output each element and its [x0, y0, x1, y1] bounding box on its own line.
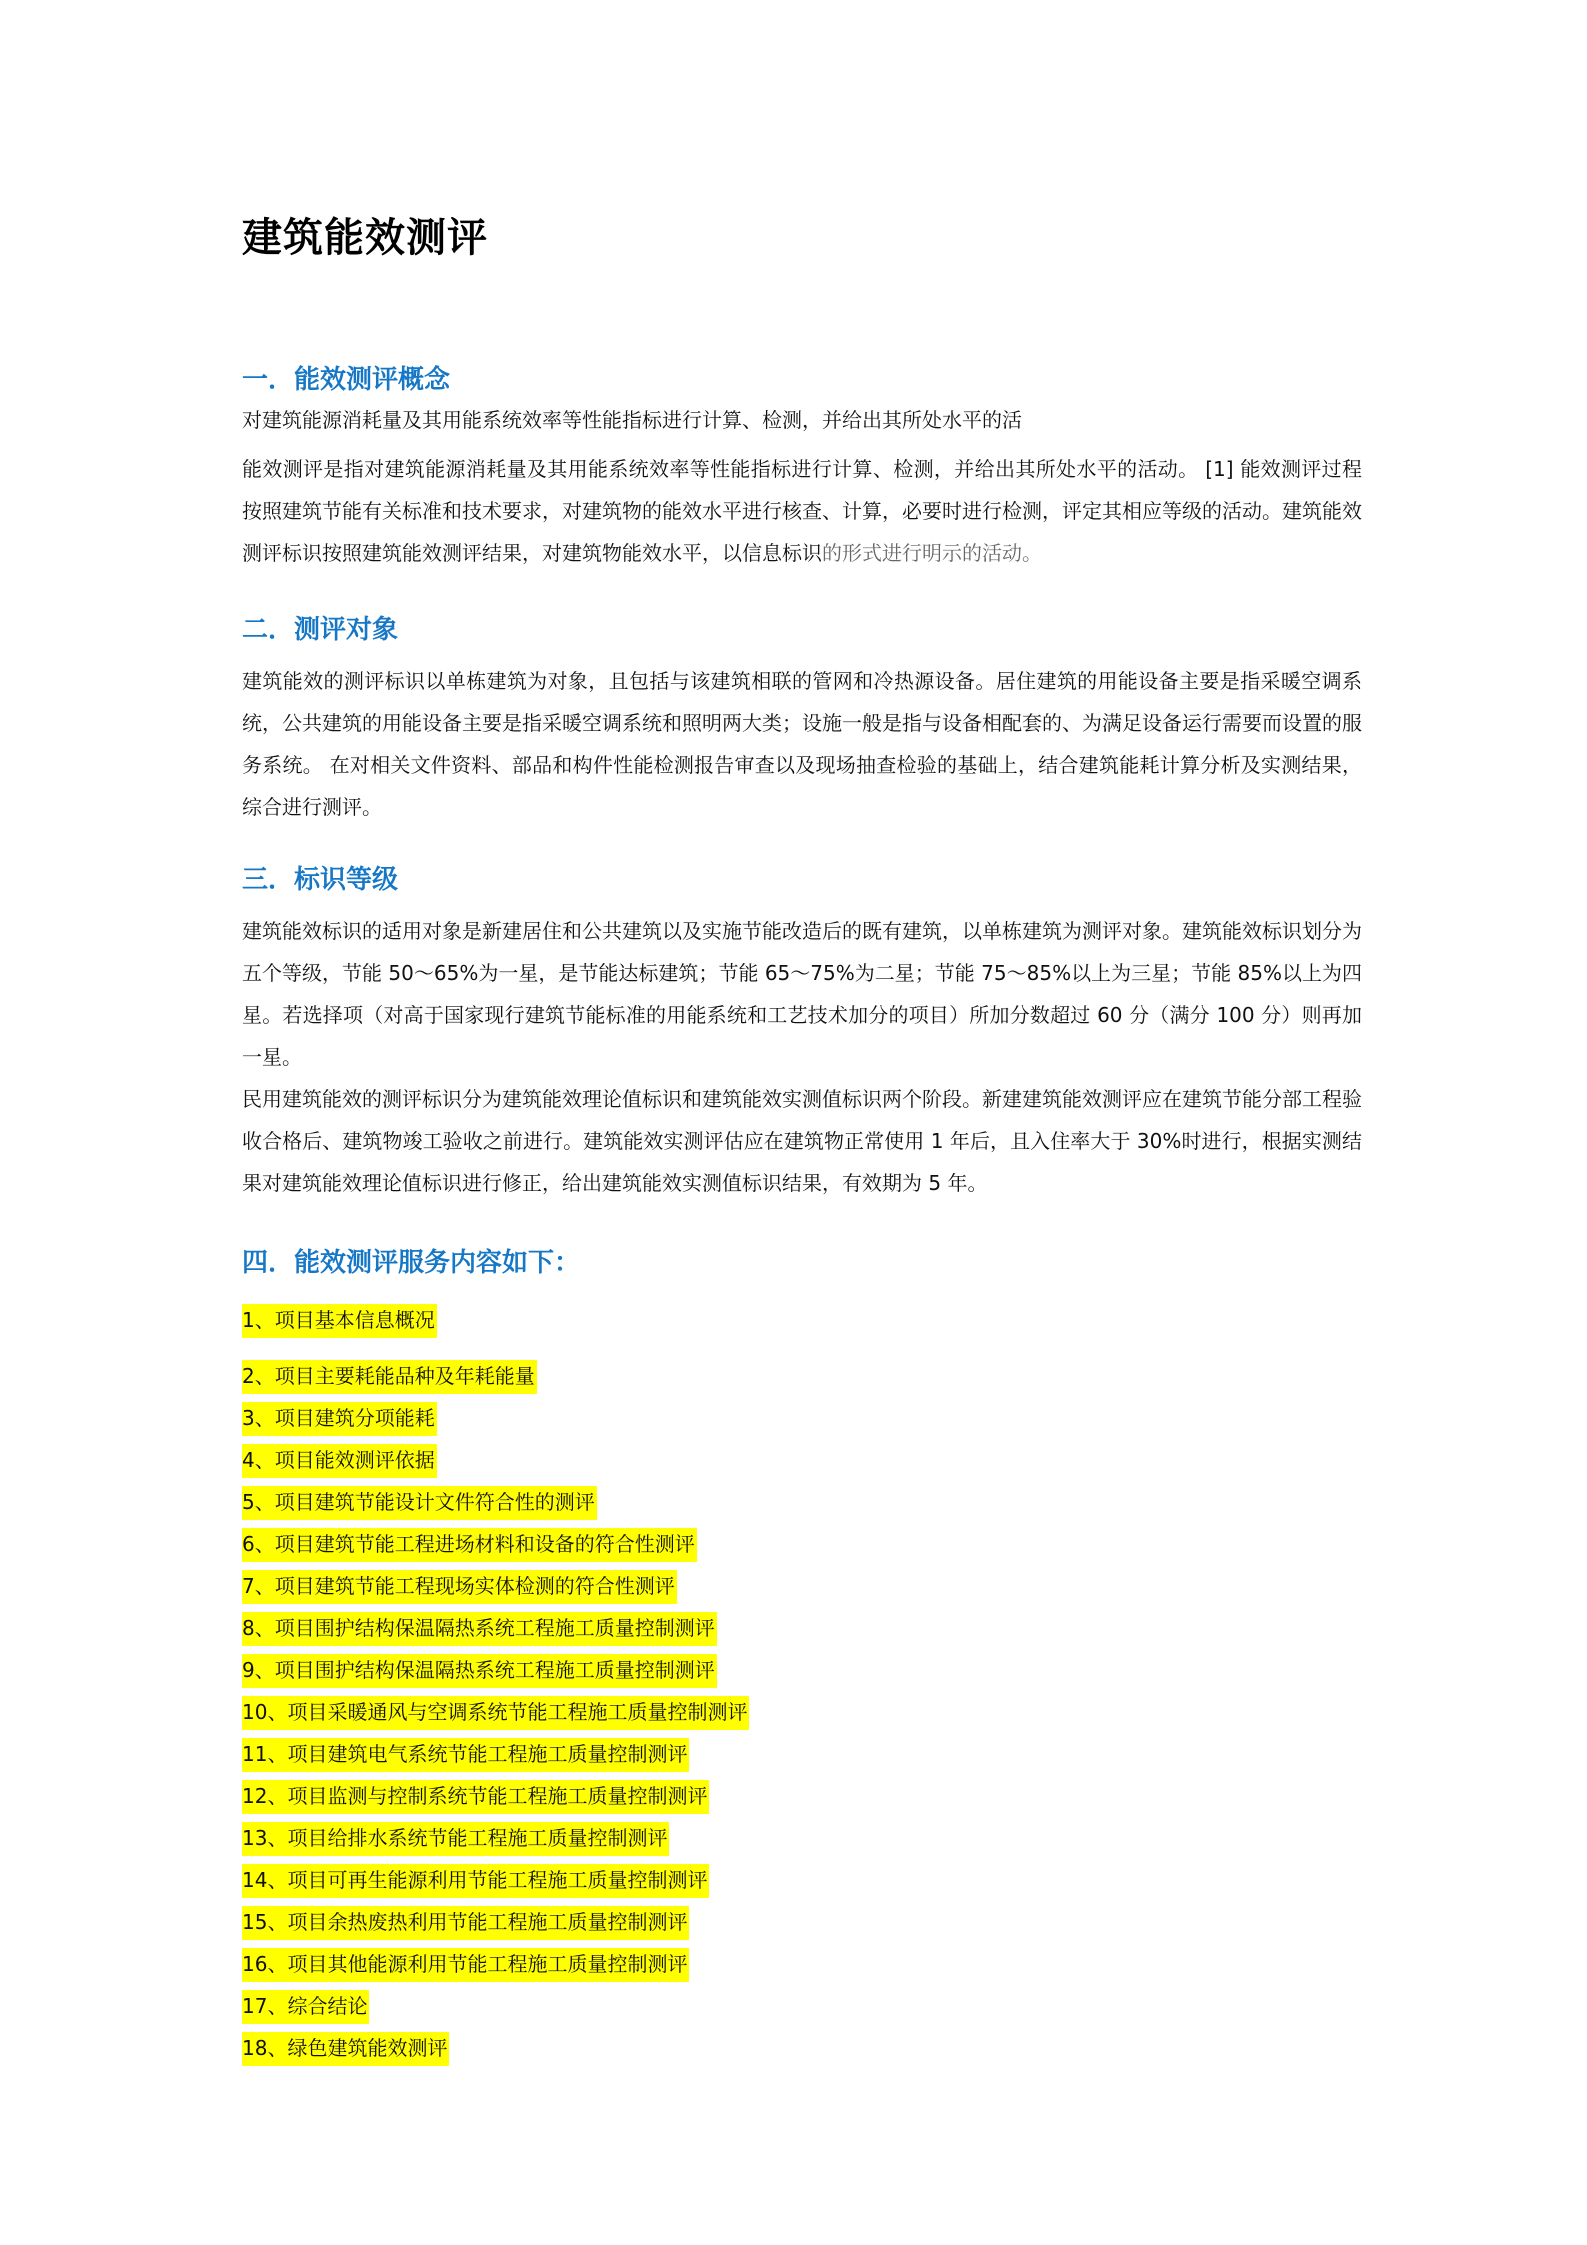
- paragraph: 民用建筑能效的测评标识分为建筑能效理论值标识和建筑能效实测值标识两个阶段。新建建筑能效测评应在建筑节能分部工程验收合格后、建筑物竣工验收之前进行。建筑能效实测评估应在建筑物正常使用 1 年后，且入住率大于 30%时进行，根据实测结果对建筑能效理论值标识进行修正，给出建筑能效实测值标识结果，有效期为 5 年。: [242, 1087, 1362, 1195]
- list-item: [242, 1691, 1362, 1733]
- highlighted-text: 15、项目余热废热利用节能工程施工质量控制测评: [242, 1906, 689, 1940]
- section-services: [242, 1245, 1362, 2069]
- highlighted-text: 4、项目能效测评依据: [242, 1444, 437, 1478]
- list-item: [242, 2027, 1362, 2069]
- highlighted-text: 10、项目采暖通风与空调系统节能工程施工质量控制测评: [242, 1696, 749, 1730]
- section-heading: 二．测评对象: [242, 615, 399, 645]
- list-item: [242, 1943, 1362, 1985]
- highlighted-text: 7、项目建筑节能工程现场实体检测的符合性测评: [242, 1570, 677, 1604]
- section-heading: 三．标识等级: [242, 865, 399, 895]
- highlighted-text: 12、项目监测与控制系统节能工程施工质量控制测评: [242, 1780, 709, 1814]
- list-item: [242, 1985, 1362, 2027]
- highlighted-text: 8、项目围护结构保温隔热系统工程施工质量控制测评: [242, 1612, 717, 1646]
- highlighted-text: 2、项目主要耗能品种及年耗能量: [242, 1360, 537, 1394]
- page-title: 建筑能效测评: [242, 215, 488, 261]
- highlighted-text: 13、项目给排水系统节能工程施工质量控制测评: [242, 1822, 669, 1856]
- paragraph: 对建筑能源消耗量及其用能系统效率等性能指标进行计算、检测，并给出其所处水平的活: [242, 408, 1022, 432]
- highlighted-text: 9、项目围护结构保温隔热系统工程施工质量控制测评: [242, 1654, 717, 1688]
- highlighted-text: 14、项目可再生能源利用节能工程施工质量控制测评: [242, 1864, 709, 1898]
- highlighted-text: 6、项目建筑节能工程进场材料和设备的符合性测评: [242, 1528, 697, 1562]
- highlighted-text: 16、项目其他能源利用节能工程施工质量控制测评: [242, 1948, 689, 1982]
- list-item: [242, 1607, 1362, 1649]
- list-item: [242, 1523, 1362, 1565]
- list-item: [242, 1439, 1362, 1481]
- service-list: [242, 1299, 1362, 2069]
- section-heading: 四．能效测评服务内容如下：: [242, 1248, 581, 1278]
- list-item: [242, 1565, 1362, 1607]
- list-item: [242, 1397, 1362, 1439]
- list-item: [242, 1481, 1362, 1523]
- paragraph: [242, 448, 1362, 574]
- highlighted-text: 11、项目建筑电气系统节能工程施工质量控制测评: [242, 1738, 689, 1772]
- highlighted-text: 1、项目基本信息概况: [242, 1304, 437, 1338]
- list-item: [242, 1859, 1362, 1901]
- list-item: [242, 1299, 1362, 1341]
- paragraph-tail-text: 的形式进行明示的活动。: [822, 541, 1042, 565]
- paragraph: 建筑能效的测评标识以单栋建筑为对象，且包括与该建筑相联的管网和冷热源设备。居住建筑的用能设备主要是指采暖空调系统，公共建筑的用能设备主要是指采暖空调系统和照明两大类；设施一般是指与设备相配套的、为满足设备运行需要而设置的服务系统。 在对相关文件资料、部品和构件性能检测报告审查以及现场抽查检验的基础上，结合建筑能耗计算分析及实测结果，综合进行测评。: [242, 669, 1362, 819]
- list-item: [242, 1733, 1362, 1775]
- section-heading: 一．能效测评概念: [242, 365, 451, 395]
- paragraph-main-text: 能效测评是指对建筑能源消耗量及其用能系统效率等性能指标进行计算、检测，并给出其所处水平的活动。 [1] 能效测评过程按照建筑节能有关标准和技术要求，对建筑物的能效水平进行核查、计算，必要时进行检测，评定其相应等级的活动。建筑能效测评标识按照建筑能效测评结果，对建筑物能效水平，以信息标识: [242, 457, 1362, 565]
- paragraph: 建筑能效标识的适用对象是新建居住和公共建筑以及实施节能改造后的既有建筑，以单栋建筑为测评对象。建筑能效标识划分为五个等级，节能 50～65%为一星，是节能达标建筑；节能 65～75%为二星；节能 75～85%以上为三星；节能 85%以上为四星。若选择项（对高于国家现行建筑节能标准的用能系统和工艺技术加分的项目）所加分数超过 60 分（满分 100 分）则再加一星。: [242, 919, 1362, 1069]
- section-objects: [242, 612, 1362, 828]
- highlighted-text: 3、项目建筑分项能耗: [242, 1402, 437, 1436]
- highlighted-text: 18、绿色建筑能效测评: [242, 2032, 449, 2066]
- highlighted-text: 17、综合结论: [242, 1990, 369, 2024]
- list-item: [242, 1901, 1362, 1943]
- section-concept: [242, 362, 1362, 574]
- section-grades: [242, 862, 1362, 1204]
- list-item: [242, 1775, 1362, 1817]
- highlighted-text: 5、项目建筑节能设计文件符合性的测评: [242, 1486, 597, 1520]
- list-item: [242, 1649, 1362, 1691]
- list-item: [242, 1355, 1362, 1397]
- list-item: [242, 1817, 1362, 1859]
